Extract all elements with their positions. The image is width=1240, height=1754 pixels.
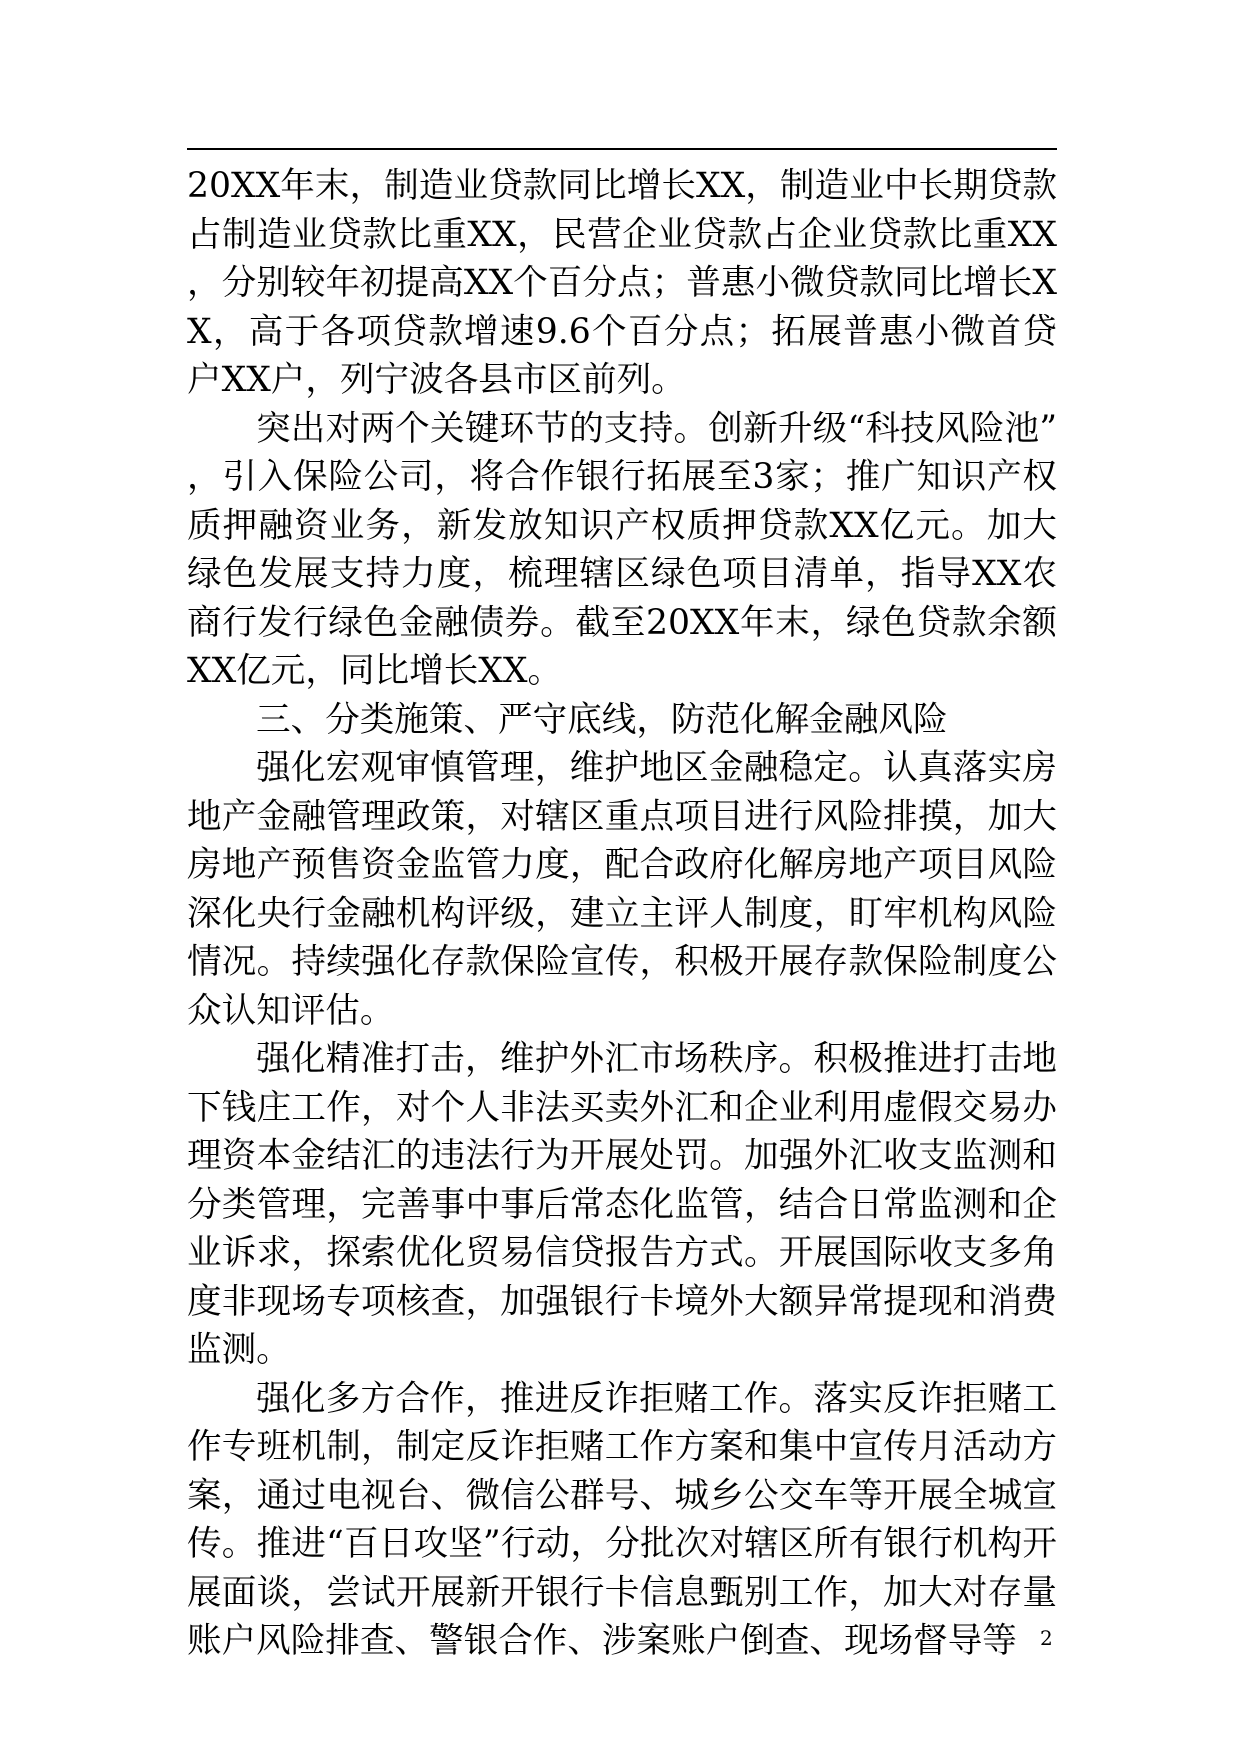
paragraph-1: 20XX年末，制造业贷款同比增长XX，制造业中长期贷款占制造业贷款比重XX，民营企业贷款占企业贷款比重XX，分别较年初提高XX个百分点；普惠小微贷款同比增长XX，高于各项贷款增速9.6个百分点；拓展普惠小微首贷户XX户，列宁波各县市区前列。 xyxy=(187,166,1057,400)
header-rule xyxy=(187,148,1057,150)
paragraph-3: 强化宏观审慎管理，维护地区金融稳定。认真落实房地产金融管理政策，对辖区重点项目进行风险排摸，加大房地产预售资金监管力度，配合政府化解房地产项目风险深化央行金融机构评级，建立主评人制度，盯牢机构风险情况。持续强化存款保险宣传，积极开展存款保险制度公众认知评估。 xyxy=(187,748,1057,1031)
section-heading: 三、分类施策、严守底线，防范化解金融风险 xyxy=(256,699,948,740)
body-text xyxy=(187,162,1057,1666)
paragraph-5: 强化多方合作，推进反诈拒赌工作。落实反诈拒赌工作专班机制，制定反诈拒赌工作方案和集中宣传月活动方案，通过电视台、微信公群号、城乡公交车等开展全城宣传。推进“百日攻坚”行动，分批次对辖区所有银行机构开展面谈，尝试开展新开银行卡信息甄别工作，加大对存量账户风险排查、警银合作、涉案账户倒查、现场督导等 xyxy=(187,1378,1057,1661)
page-number: 2 xyxy=(1040,1626,1053,1650)
paragraph-4: 强化精准打击，维护外汇市场秩序。积极推进打击地下钱庄工作，对个人非法买卖外汇和企业利用虚假交易办理资本金结汇的违法行为开展处罚。加强外汇收支监测和分类管理，完善事中事后常态化监管，结合日常监测和企业诉求，探索优化贸易信贷报告方式。开展国际收支多角度非现场专项核查，加强银行卡境外大额异常提现和消费监测。 xyxy=(187,1039,1057,1370)
paragraph-2: 突出对两个关键环节的支持。创新升级“科技风险池”，引入保险公司，将合作银行拓展至3家；推广知识产权质押融资业务，新发放知识产权质押贷款XX亿元。加大绿色发展支持力度，梳理辖区绿色项目清单，指导XX农商行发行绿色金融债券。截至20XX年末，绿色贷款余额XX亿元，同比增长XX。 xyxy=(187,408,1057,691)
